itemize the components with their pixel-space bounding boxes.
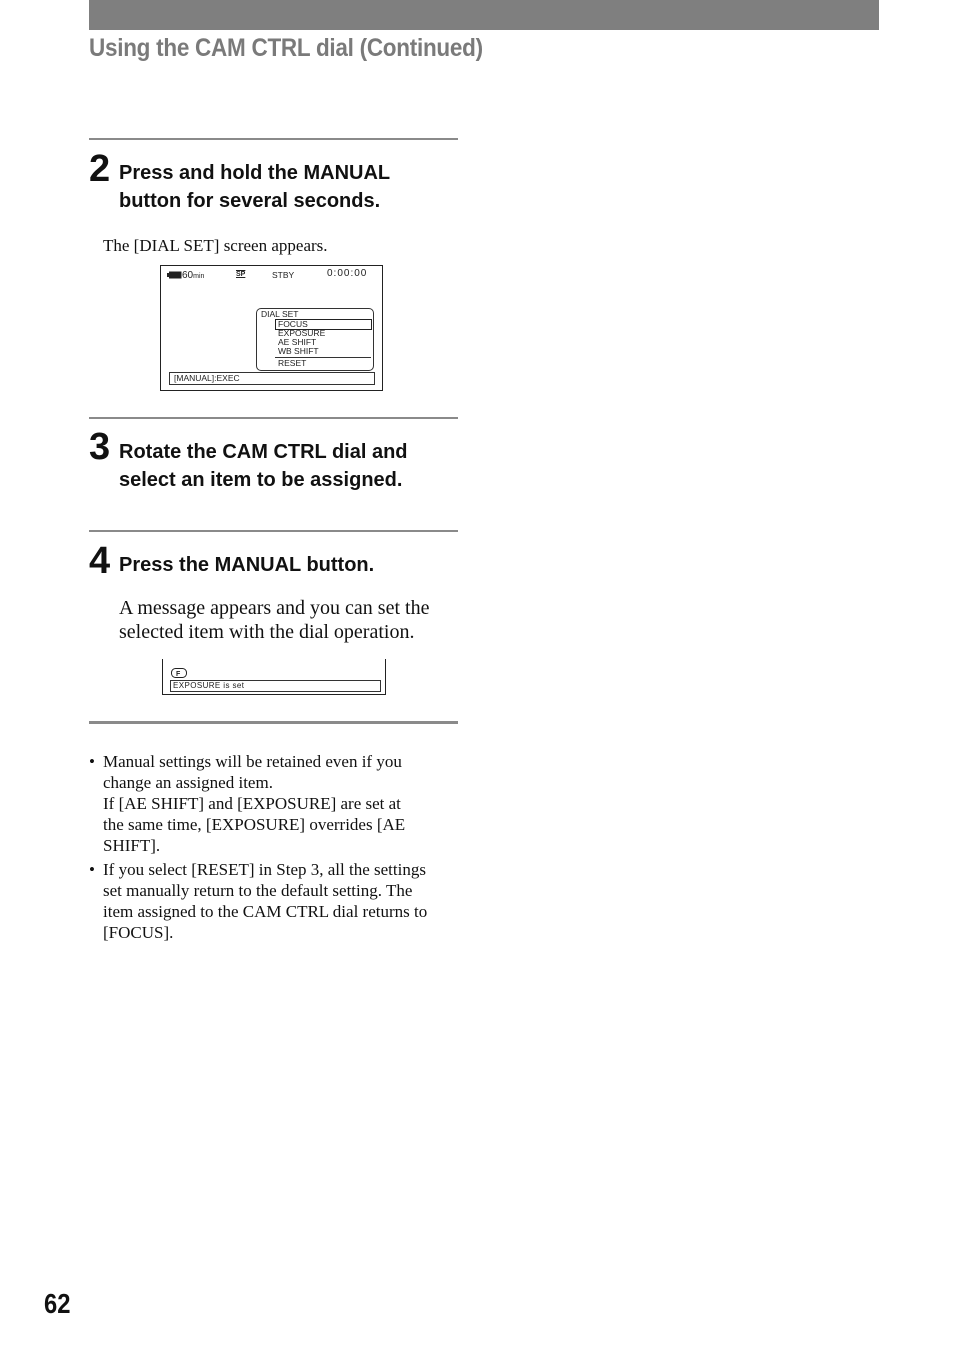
step-heading-line: Rotate the CAM CTRL dial and: [119, 441, 408, 463]
step-number: 2: [89, 148, 111, 190]
divider: [89, 721, 458, 724]
step-heading: [119, 159, 459, 215]
status-text: STBY: [272, 270, 295, 280]
page-title: Using the CAM CTRL dial (Continued): [89, 34, 483, 62]
step-heading-line: Press and hold the MANUAL: [119, 162, 391, 184]
note-line: Manual settings will be retained even if you: [103, 752, 402, 771]
menu-item-ae-shift[interactable]: AE SHIFT: [278, 337, 317, 347]
timecode: 0:00:00: [327, 268, 368, 279]
step-heading: Press the MANUAL button.: [119, 554, 375, 576]
dial-set-menu: [256, 308, 374, 371]
step-heading: [119, 438, 459, 494]
note-item: [89, 859, 461, 943]
step-number: 3: [89, 426, 111, 468]
note-line: [FOCUS].: [103, 923, 174, 942]
step-body-line: selected item with the dial operation.: [119, 621, 415, 643]
step-heading-line: button for several seconds.: [119, 190, 381, 212]
page-number: 62: [44, 1288, 71, 1319]
header-bar: [89, 0, 879, 30]
menu-item-reset[interactable]: RESET: [278, 358, 307, 368]
divider: [89, 138, 458, 140]
sp-mode-icon: SP: [236, 271, 246, 278]
step-heading-line: select an item to be assigned.: [119, 469, 403, 491]
dial-set-screen: [160, 265, 383, 391]
divider: [89, 530, 458, 532]
menu-item-wb-shift[interactable]: WB SHIFT: [278, 346, 319, 356]
message-text: EXPOSURE is set: [173, 681, 245, 690]
exec-hint: [MANUAL]:EXEC: [174, 373, 240, 383]
battery-icon: [167, 271, 182, 279]
notes-list: [89, 751, 461, 946]
svg-text:F: F: [176, 671, 181, 678]
note-line: item assigned to the CAM CTRL dial returns to: [103, 902, 428, 921]
step-body-line: A message appears and you can set the: [119, 597, 430, 619]
note-item: [89, 751, 461, 856]
manual-dial-icon: [171, 668, 187, 678]
step-number: 4: [89, 540, 111, 582]
step-body: [119, 596, 459, 644]
battery-unit: min: [193, 273, 205, 280]
note-line: set manually return to the default setting. The: [103, 881, 413, 900]
bullet-icon: •: [89, 752, 95, 771]
menu-item-focus[interactable]: FOCUS: [278, 319, 308, 329]
divider: [89, 417, 458, 419]
menu-item-exposure[interactable]: EXPOSURE: [278, 328, 326, 338]
battery-indicator: [167, 270, 204, 282]
battery-value: 60: [182, 270, 194, 281]
note-line: If you select [RESET] in Step 3, all the settings: [103, 860, 426, 879]
bullet-icon: •: [89, 860, 95, 879]
note-line: change an assigned item.: [103, 773, 273, 792]
exec-bar: [169, 372, 375, 385]
step-note: The [DIAL SET] screen appears.: [103, 236, 328, 255]
menu-title: DIAL SET: [261, 309, 299, 319]
note-line: If [AE SHIFT] and [EXPOSURE] are set at: [103, 794, 401, 813]
note-line: the same time, [EXPOSURE] overrides [AE: [103, 815, 406, 834]
note-line: SHIFT].: [103, 836, 161, 855]
message-bar: [170, 680, 381, 692]
message-screen: [162, 659, 386, 695]
